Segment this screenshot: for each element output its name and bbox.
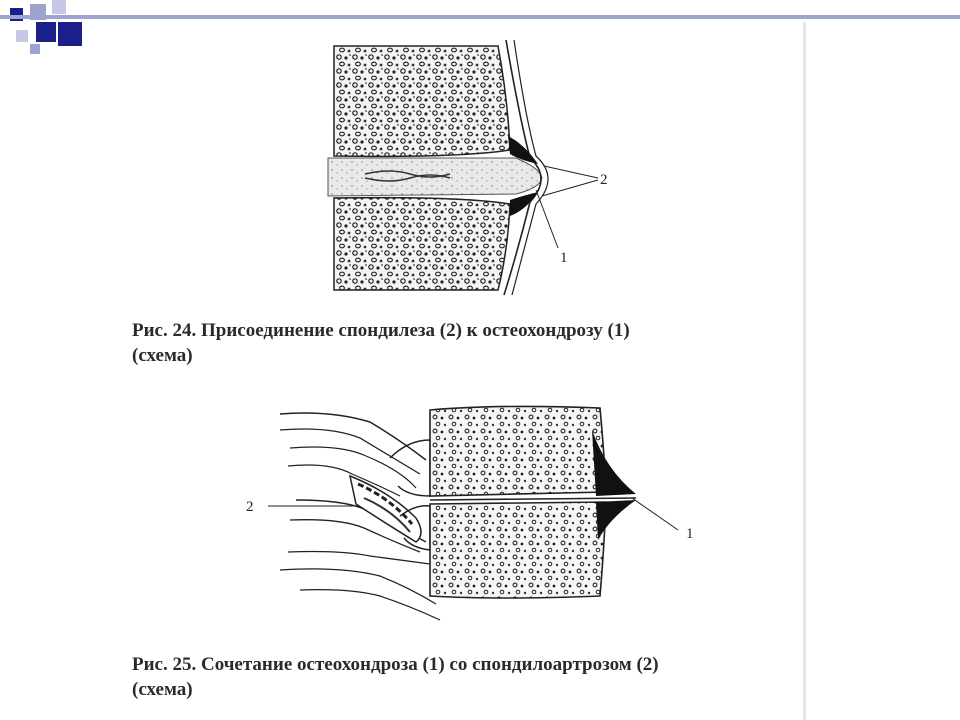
upper-vertebral-body — [430, 406, 606, 496]
figure-25-caption-line2: (схема) — [132, 679, 193, 700]
lower-vertebral-body — [430, 502, 606, 598]
figure-25-illustration — [240, 400, 710, 640]
fig24-label-2: 2 — [600, 172, 608, 188]
figure-24-illustration — [320, 40, 630, 300]
fig25-label-2: 2 — [246, 499, 254, 515]
figure-24-caption-line2: (схема) — [132, 345, 193, 366]
lower-vertebra — [334, 198, 510, 290]
figure-25-caption — [132, 652, 659, 702]
fig24-label-1: 1 — [560, 250, 568, 266]
page-edge — [803, 22, 806, 720]
upper-vertebra — [334, 46, 510, 156]
corner-decoration — [0, 0, 95, 55]
fig25-label-1: 1 — [686, 526, 694, 542]
header-rule — [0, 15, 960, 19]
figure-24-caption — [132, 318, 630, 368]
figure-25-caption-line1: Рис. 25. Сочетание остеохондроза (1) со спондилоартрозом (2) — [132, 654, 659, 675]
figure-24-caption-line1: Рис. 24. Присоединение спондилеза (2) к остеохондрозу (1) — [132, 320, 630, 341]
